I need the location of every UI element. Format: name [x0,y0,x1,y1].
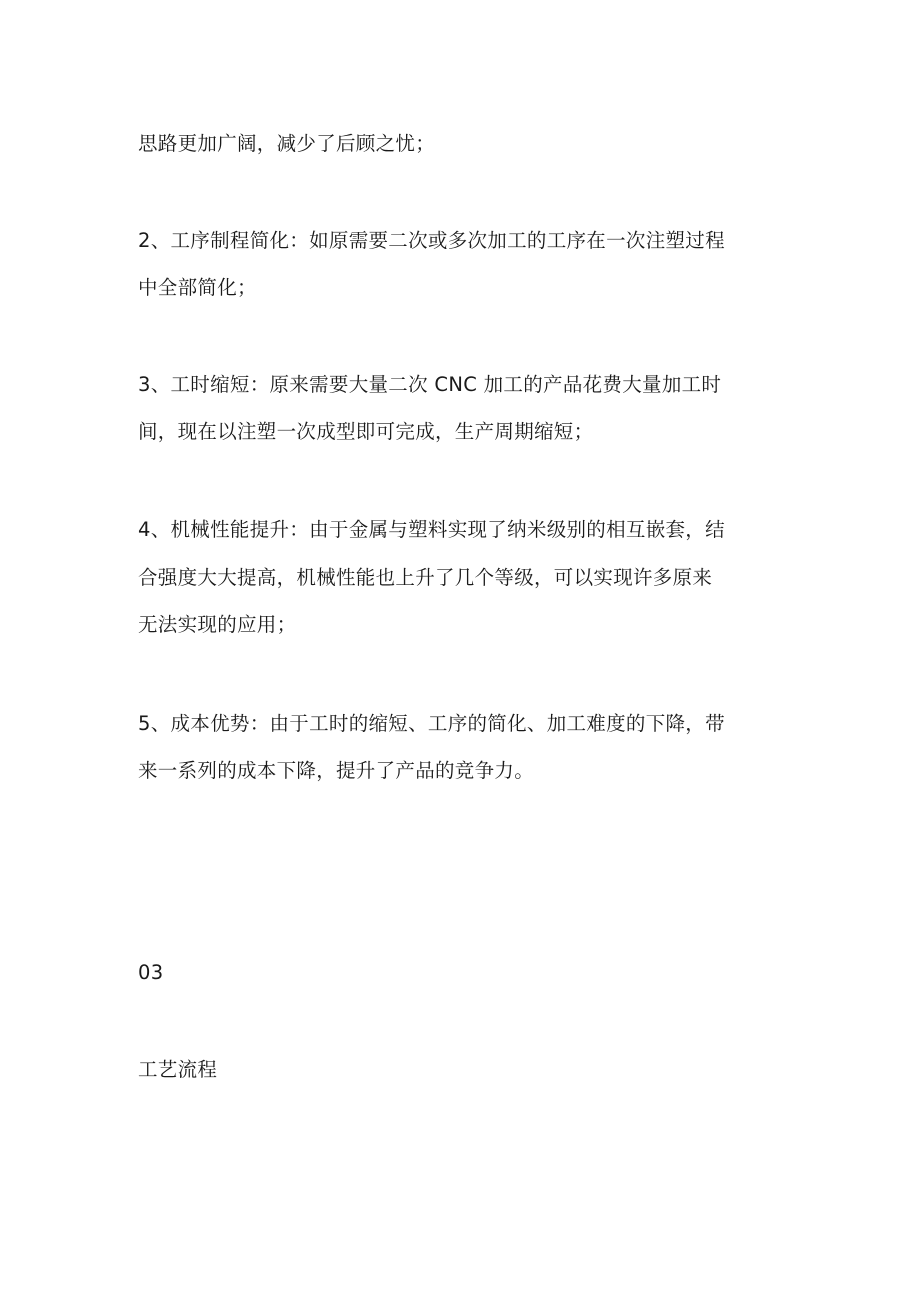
paragraph-continuation-line: 思路更加广阔，减少了后顾之忧； [138,132,436,155]
paragraph-4-line-1: 4、机械性能提升：由于金属与塑料实现了纳米级别的相互嵌套，结 [138,518,725,541]
paragraph-2-line-2: 中全部简化； [138,276,257,299]
paragraph-5-line-2: 来一系列的成本下降，提升了产品的竞争力。 [138,759,535,782]
paragraph-4-line-3: 无法实现的应用； [138,613,297,636]
section-number: 03 [138,961,164,984]
paragraph-3-line-1: 3、工时缩短：原来需要大量二次 CNC 加工的产品花费大量加工时 [138,373,722,396]
section-title: 工艺流程 [138,1058,218,1081]
paragraph-3-line-2: 间，现在以注塑一次成型即可完成，生产周期缩短； [138,420,594,443]
paragraph-5-line-1: 5、成本优势：由于工时的缩短、工序的简化、加工难度的下降，带 [138,712,725,735]
paragraph-2-line-1: 2、工序制程简化：如原需要二次或多次加工的工序在一次注塑过程 [138,229,725,252]
paragraph-4-line-2: 合强度大大提高，机械性能也上升了几个等级，可以实现许多原来 [138,566,713,589]
